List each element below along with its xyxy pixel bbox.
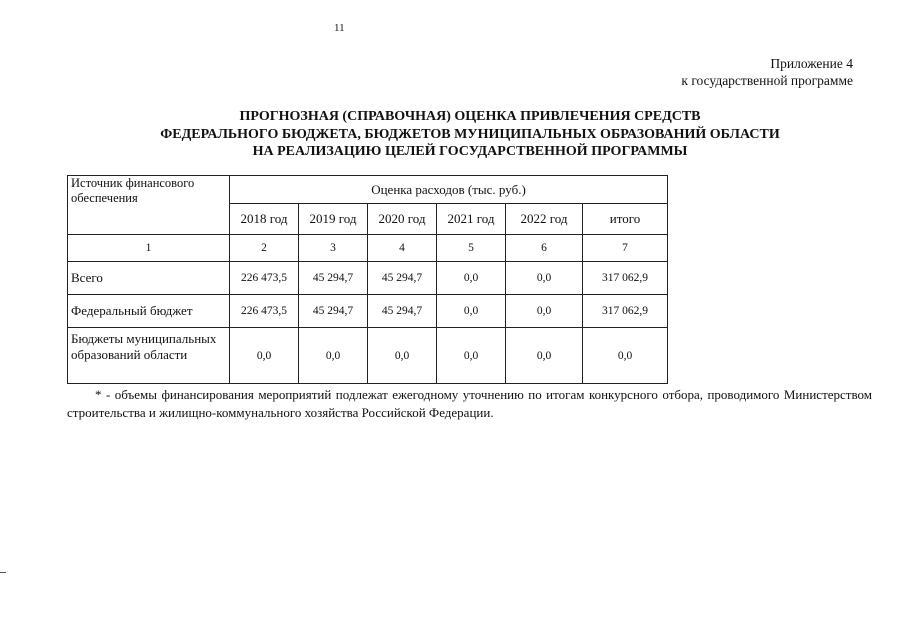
margin-mark <box>0 572 6 573</box>
title-line-3: НА РЕАЛИЗАЦИЮ ЦЕЛЕЙ ГОСУДАРСТВЕННОЙ ПРОГРАММЫ <box>252 144 688 159</box>
funding-table <box>67 175 668 384</box>
column-number: 3 <box>299 235 368 262</box>
table-cell: 0,0 <box>506 295 583 328</box>
table-cell: 0,0 <box>437 328 506 384</box>
document-title <box>60 108 880 161</box>
page-number: 11 <box>334 22 345 34</box>
table-cell: 45 294,7 <box>299 295 368 328</box>
table-cell: 0,0 <box>437 262 506 295</box>
table-cell: 317 062,9 <box>583 262 668 295</box>
footnote: * - объемы финансирования мероприятий подлежат ежегодному уточнению по итогам конкурсного отбора, проводимого Министерством строительства и жилищно-коммунального хозяйства Российской Федерации. <box>67 387 872 420</box>
table-cell: 0,0 <box>368 328 437 384</box>
row-label: Всего <box>68 262 230 295</box>
appendix-line-2: к государственной программе <box>681 73 853 88</box>
table-cell: 45 294,7 <box>299 262 368 295</box>
column-number: 2 <box>230 235 299 262</box>
table-cell: 0,0 <box>299 328 368 384</box>
table-cell: 0,0 <box>506 262 583 295</box>
column-number: 1 <box>68 235 230 262</box>
year-header: 2020 год <box>368 204 437 235</box>
column-number: 5 <box>437 235 506 262</box>
table-cell: 226 473,5 <box>230 295 299 328</box>
table-cell: 0,0 <box>437 295 506 328</box>
year-header: 2021 год <box>437 204 506 235</box>
title-line-2: ФЕДЕРАЛЬНОГО БЮДЖЕТА, БЮДЖЕТОВ МУНИЦИПАЛЬНЫХ ОБРАЗОВАНИЙ ОБЛАСТИ <box>160 126 780 142</box>
table-row-federal <box>68 295 668 328</box>
row-label: Бюджеты муниципальных образований области <box>68 328 230 384</box>
table-row-municipal <box>68 328 668 384</box>
table-cell: 45 294,7 <box>368 295 437 328</box>
year-header: 2022 год <box>506 204 583 235</box>
table-cell: 0,0 <box>506 328 583 384</box>
table-cell: 0,0 <box>583 328 668 384</box>
appendix-label <box>681 55 853 89</box>
table-cell: 317 062,9 <box>583 295 668 328</box>
column-number-row <box>68 235 668 262</box>
year-header: 2019 год <box>299 204 368 235</box>
year-header: 2018 год <box>230 204 299 235</box>
source-header: Источник финансового обеспечения <box>68 176 230 235</box>
table-row-total <box>68 262 668 295</box>
column-number: 7 <box>583 235 668 262</box>
appendix-line-1: Приложение 4 <box>770 56 853 71</box>
row-label: Федеральный бюджет <box>68 295 230 328</box>
table-cell: 45 294,7 <box>368 262 437 295</box>
table-cell: 0,0 <box>230 328 299 384</box>
column-number: 4 <box>368 235 437 262</box>
column-number: 6 <box>506 235 583 262</box>
estimate-header: Оценка расходов (тыс. руб.) <box>230 176 668 204</box>
table-cell: 226 473,5 <box>230 262 299 295</box>
title-line-1: ПРОГНОЗНАЯ (СПРАВОЧНАЯ) ОЦЕНКА ПРИВЛЕЧЕНИЯ СРЕДСТВ <box>239 109 701 124</box>
total-header: итого <box>583 204 668 235</box>
